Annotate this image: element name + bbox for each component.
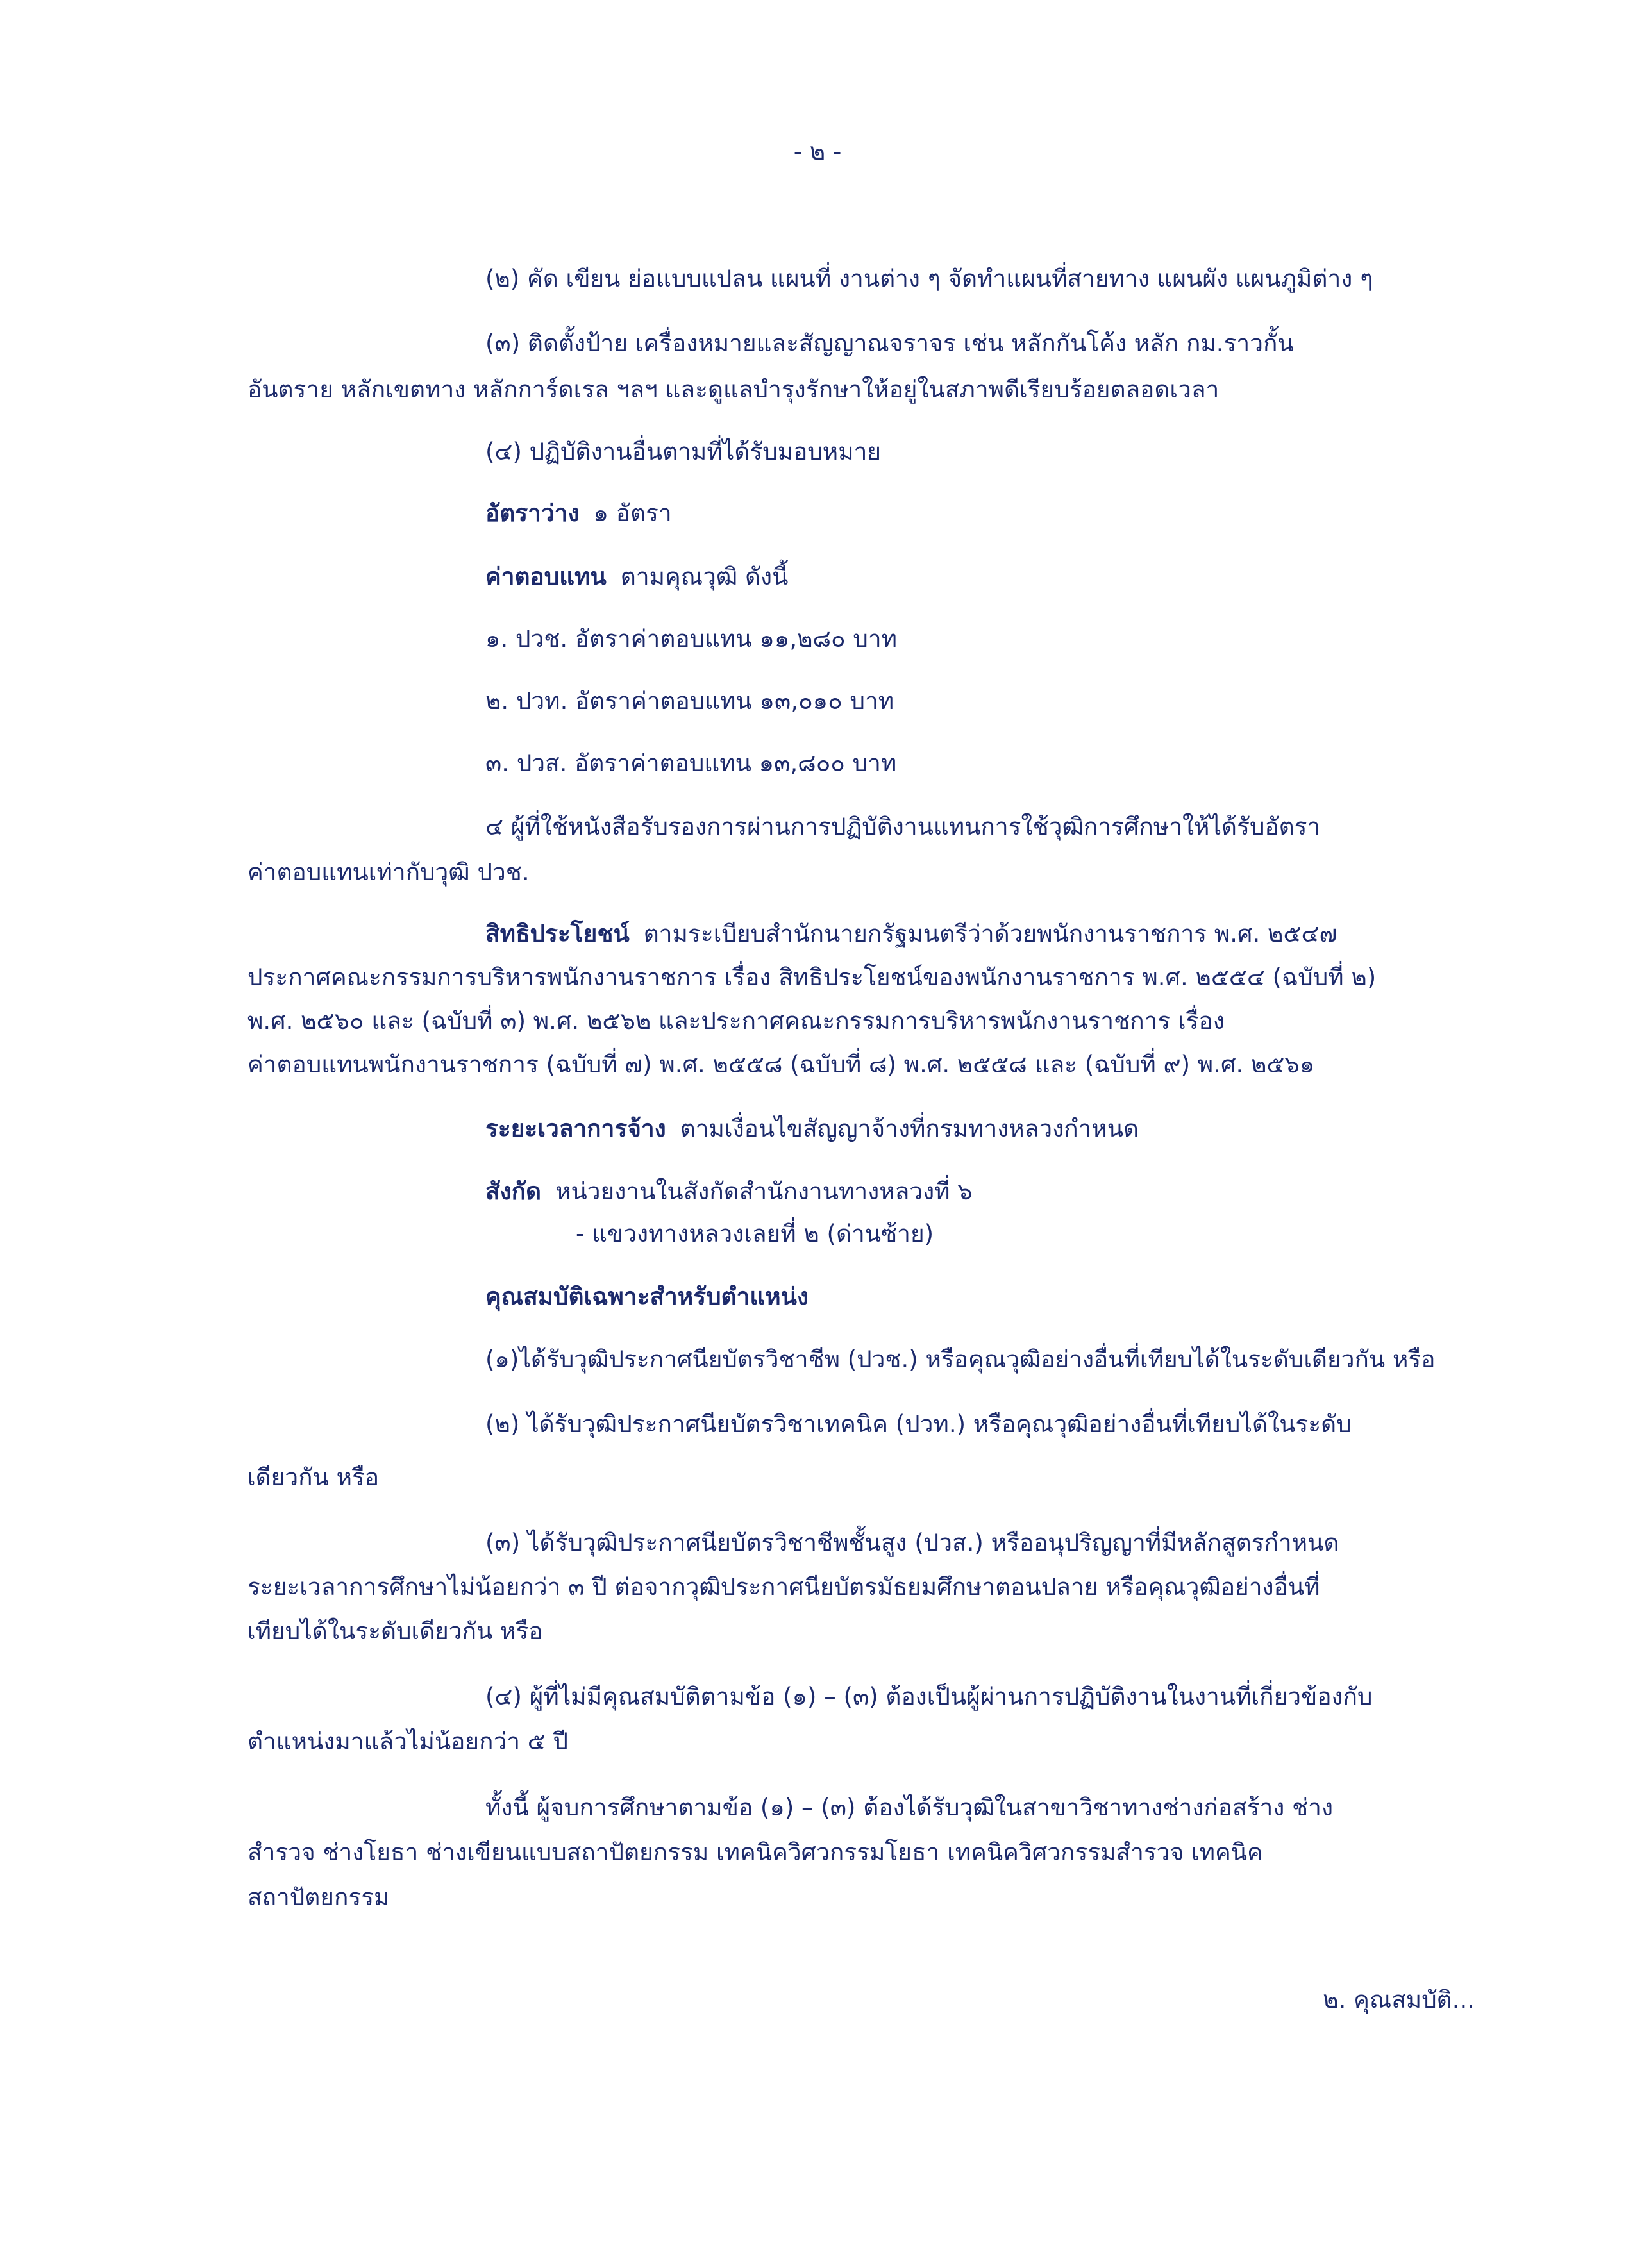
qualification-text: (๓) ได้รับวุฒิประกาศนียบัตรวิชาชีพชั้นสูง (ปวส.) หรืออนุปริญญาที่มีหลักสูตรกำหนด bbox=[485, 1529, 1339, 1556]
benefits-text: พ.ศ. ๒๕๖๐ และ (ฉบับที่ ๓) พ.ศ. ๒๕๖๒ และประกาศคณะกรรมการบริหารพนักงานราชการ เรื่อง bbox=[247, 1007, 1225, 1035]
affiliation-line bbox=[485, 1176, 973, 1208]
vacancy-line bbox=[485, 497, 672, 529]
qualification-text: สำรวจ ช่างโยธา ช่างเขียนแบบสถาปัตยกรรม เทคนิควิศวกรรมโยธา เทคนิควิศวกรรมสำรวจ เทคนิค bbox=[247, 1839, 1263, 1866]
continuation-text: ๒. คุณสมบัติ... bbox=[1323, 1986, 1475, 2014]
qualifications-heading: คุณสมบัติเฉพาะสำหรับตำแหน่ง bbox=[485, 1283, 809, 1310]
employment-period-line bbox=[485, 1113, 1139, 1145]
vacancy-value: ๑ อัตรา bbox=[593, 499, 672, 527]
employment-period-value: ตามเงื่อนไขสัญญาจ้างที่กรมทางหลวงกำหนด bbox=[680, 1115, 1139, 1142]
qualification-text: (๑)ได้รับวุฒิประกาศนียบัตรวิชาชีพ (ปวช.) หรือคุณวุฒิอย่างอื่นที่เทียบได้ในระดับเดียวกัน หรือ bbox=[485, 1346, 1436, 1373]
compensation-note: ค่าตอบแทนเท่ากับวุฒิ ปวช. bbox=[247, 858, 530, 886]
compensation-item: ๒. ปวท. อัตราค่าตอบแทน ๑๓,๐๑๐ บาท bbox=[485, 687, 894, 715]
employment-period-label: ระยะเวลาการจ้าง bbox=[485, 1115, 666, 1142]
qualification-text: สถาปัตยกรรม bbox=[247, 1883, 390, 1911]
vacancy-label: อัตราว่าง bbox=[485, 499, 580, 527]
duty-item: (๒) คัด เขียน ย่อแบบแปลน แผนที่ งานต่าง ๆ จัดทำแผนที่สายทาง แผนผัง แผนภูมิต่าง ๆ bbox=[485, 265, 1373, 292]
compensation-intro: ตามคุณวุฒิ ดังนี้ bbox=[620, 563, 789, 590]
benefits-line bbox=[485, 918, 1337, 950]
compensation-line bbox=[485, 561, 788, 593]
affiliation-sub: - แขวงทางหลวงเลยที่ ๒ (ด่านซ้าย) bbox=[576, 1220, 934, 1247]
qualification-text: เดียวกัน หรือ bbox=[247, 1463, 380, 1491]
duty-item: (๓) ติดตั้งป้าย เครื่องหมายและสัญญาณจราจร เช่น หลักกันโค้ง หลัก กม.ราวกั้น bbox=[485, 329, 1294, 357]
page-number: - ๒ - bbox=[793, 138, 842, 165]
benefits-text: ค่าตอบแทนพนักงานราชการ (ฉบับที่ ๗) พ.ศ. ๒๕๕๘ (ฉบับที่ ๘) พ.ศ. ๒๕๕๘ และ (ฉบับที่ ๙) พ.ศ. ๒๕๖๑ bbox=[247, 1051, 1315, 1078]
benefits-label: สิทธิประโยชน์ bbox=[485, 920, 630, 947]
affiliation-label: สังกัด bbox=[485, 1178, 542, 1205]
qualification-text: เทียบได้ในระดับเดียวกัน หรือ bbox=[247, 1617, 543, 1645]
compensation-item: ๓. ปวส. อัตราค่าตอบแทน ๑๓,๘๐๐ บาท bbox=[485, 749, 897, 777]
qualification-text: ระยะเวลาการศึกษาไม่น้อยกว่า ๓ ปี ต่อจากวุฒิประกาศนียบัตรมัธยมศึกษาตอนปลาย หรือคุณวุฒิอย่างอื่นที่ bbox=[247, 1573, 1320, 1601]
qualification-text: (๔) ผู้ที่ไม่มีคุณสมบัติตามข้อ (๑) – (๓) ต้องเป็นผู้ผ่านการปฏิบัติงานในงานที่เกี่ยวข้องกับ bbox=[485, 1683, 1373, 1710]
benefits-text: ประกาศคณะกรรมการบริหารพนักงานราชการ เรื่อง สิทธิประโยชน์ของพนักงานราชการ พ.ศ. ๒๕๕๔ (ฉบับที่ ๒) bbox=[247, 963, 1377, 991]
compensation-item: ๑. ปวช. อัตราค่าตอบแทน ๑๑,๒๘๐ บาท bbox=[485, 625, 898, 653]
qualification-text: ตำแหน่งมาแล้วไม่น้อยกว่า ๕ ปี bbox=[247, 1728, 569, 1755]
compensation-label: ค่าตอบแทน bbox=[485, 563, 607, 590]
affiliation-value: หน่วยงานในสังกัดสำนักงานทางหลวงที่ ๖ bbox=[555, 1178, 973, 1205]
duty-item: อันตราย หลักเขตทาง หลักการ์ดเรล ฯลฯ และดูแลบำรุงรักษาให้อยู่ในสภาพดีเรียบร้อยตลอดเวลา bbox=[247, 376, 1220, 403]
benefits-text: ตามระเบียบสำนักนายกรัฐมนตรีว่าด้วยพนักงานราชการ พ.ศ. ๒๕๔๗ bbox=[643, 920, 1337, 947]
qualification-text: (๒) ได้รับวุฒิประกาศนียบัตรวิชาเทคนิค (ปวท.) หรือคุณวุฒิอย่างอื่นที่เทียบได้ในระดับ bbox=[485, 1410, 1352, 1438]
duty-item: (๔) ปฏิบัติงานอื่นตามที่ได้รับมอบหมาย bbox=[485, 438, 882, 465]
compensation-note: ๔ ผู้ที่ใช้หนังสือรับรองการผ่านการปฏิบัติงานแทนการใช้วุฒิการศึกษาให้ได้รับอัตรา bbox=[485, 813, 1321, 840]
qualification-text: ทั้งนี้ ผู้จบการศึกษาตามข้อ (๑) – (๓) ต้องได้รับวุฒิในสาขาวิชาทางช่างก่อสร้าง ช่าง bbox=[485, 1794, 1334, 1821]
